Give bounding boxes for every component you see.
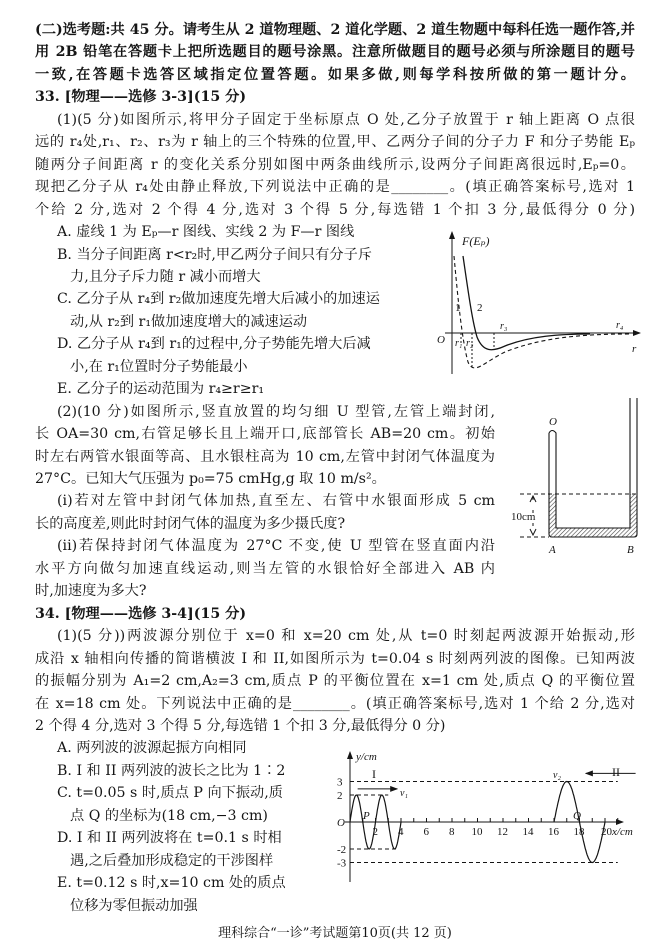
question-33-part1-line: (1)(5 分)如图所示,将甲分子固定于坐标原点 O 处,乙分子放置于 r 轴上距离 O 点很 <box>57 111 635 128</box>
r3-label: r₃ <box>500 321 508 332</box>
r2-label: r₂ <box>466 338 474 349</box>
point-a-label: A <box>549 544 556 556</box>
instructions-line: 用 2B 铅笔在答题卡上把所选题目的题号涂黑。注意所做题目的题号必须与所涂题目的题号 <box>35 44 635 61</box>
x-tick-label: 16 <box>548 826 559 838</box>
point-b-label: B <box>627 544 634 556</box>
question-34-part1-line: 2 个得 4 分,选对 3 个得 5 分,每选错 1 个扣 3 分,最低得分 0 分) <box>35 717 446 734</box>
wave-2-label: II <box>612 765 620 779</box>
point-o-label: O <box>549 416 557 428</box>
question-34-heading: 34. [物理——选修 3-4](15 分) <box>35 605 247 622</box>
instructions-line: 一致,在答题卡选答区域指定位置答题。如果多做,则每学科按所做的第一题计分。 <box>35 66 635 83</box>
x-axis-label: x/cm <box>612 826 633 838</box>
wave-1-label: I <box>372 767 376 781</box>
y-tick-label: 3 <box>337 776 343 789</box>
question-33-heading: 33. [物理——选修 3-3](15 分) <box>35 89 247 106</box>
r1-label: r₁ <box>455 338 463 349</box>
y-axis-label: y/cm <box>356 751 377 763</box>
question-33-part1-line: 随两分子间距离 r 的变化关系分别如图中两条曲线所示,设两分子间距离很远时,Eₚ=0。 <box>35 156 635 173</box>
question-33-part2-line: 水平方向做匀加速直线运动,则当左管的水银恰好全部进入 AB 内 <box>35 560 495 577</box>
y-axis-label: F(Eₚ) <box>462 234 490 248</box>
x-tick-label: 4 <box>398 826 404 838</box>
instructions-line: (二)选考题:共 45 分。请考生从 2 道物理题、2 道化学题、2 道生物题中每科任选一题作答,并 <box>35 22 635 38</box>
point-q-label: Q <box>573 810 581 822</box>
question-33-option: D. 乙分子从 r₄到 r₁的过程中,分子势能先增大后减 <box>57 336 371 353</box>
x-tick-label: 8 <box>449 826 455 838</box>
y-tick-label: 2 <box>337 790 343 802</box>
question-33-option: A. 虚线 1 为 Eₚ—r 图线、实线 2 为 F—r 图线 <box>57 224 355 241</box>
u-tube-outline <box>549 398 637 537</box>
question-34-option: C. t=0.05 s 时,质点 P 向下振动,质 <box>57 785 283 802</box>
question-34-option: D. I 和 II 两列波将在 t=0.1 s 时相 <box>57 830 282 847</box>
curve-2-label: 2 <box>477 302 483 314</box>
question-33-part2-line: (2)(10 分)如图所示,竖直放置的均匀细 U 型管,左管上端封闭, <box>57 403 495 420</box>
question-34-option: A. 两列波的波源起振方向相同 <box>57 740 247 757</box>
v1-label: v₁ <box>400 788 408 799</box>
question-34-option: B. I 和 II 两列波的波长之比为 1∶2 <box>57 762 286 779</box>
question-33-part2-line: 27°C。已知大气压强为 p₀=75 cmHg,g 取 10 m/s²。 <box>35 471 386 487</box>
question-33-part2-line: 时左右两管水银面等高、且水银柱高为 10 cm,左管中封闭气体温度为 <box>35 448 495 465</box>
question-33-part1-line: 个给 2 分,选对 2 个得 4 分,选对 3 个得 5 分,每选错 1 个扣 3 分,最低得分 0 分) <box>35 201 635 218</box>
v2-label: v₂ <box>553 770 561 781</box>
question-33-option: B. 当分子间距离 r<r₂时,甲乙两分子间只有分子斥 <box>57 246 372 263</box>
question-33-part2-line: 时,加速度为多大? <box>35 583 147 600</box>
question-34-part1-line: 在 x=18 cm 处。下列说法中正确的是________。(填正确答案标号,选对 1 个给 2 分,选对 <box>35 695 635 712</box>
question-33-option: C. 乙分子从 r₄到 r₂做加速度先增大后减小的加速运 <box>57 291 380 308</box>
u-tube-diagram <box>395 398 645 563</box>
question-33-part2-line: (i)若对左管中封闭气体加热,直至左、右管中水银面形成 5 cm <box>57 493 495 510</box>
question-33-option: 力,且分子斥力随 r 减小而增大 <box>70 268 261 285</box>
point-p-label: P <box>363 810 370 822</box>
wave-graph <box>325 745 645 890</box>
r4-label: r₄ <box>616 320 624 331</box>
page-footer: 理科综合“一诊”考试题第10页(共 12 页) <box>218 926 452 941</box>
x-tick-label: 2 <box>372 826 378 838</box>
question-33-option: 小,在 r₁位置时分子势能最小 <box>70 358 248 375</box>
question-33-part2-line: 长的高度差,则此时封闭气体的温度为多少摄氏度? <box>35 515 346 532</box>
question-34-part1-line: (1)(5 分))两波源分别位于 x=0 和 x=20 cm 处,从 t=0 时刻起两波源开始振动,形 <box>57 628 635 645</box>
question-34-option: 遇,之后叠加形成稳定的干涉图样 <box>70 852 274 869</box>
force-potential-graph <box>430 226 645 381</box>
question-33-part1-line: 现把乙分子从 r₄处由静止释放,下列说法中正确的是________。(填正确答案标号,选对 1 <box>35 179 635 196</box>
curve-1-label: 1 <box>455 302 461 314</box>
origin-label: O <box>437 334 445 346</box>
origin-label: O <box>337 817 345 829</box>
question-33-part2-line: 长 OA=30 cm,右管足够长且上端开口,底部管长 AB=20 cm。初始 <box>35 426 495 443</box>
question-33-option: 动,从 r₂到 r₁做加速度增大的减速运动 <box>70 313 308 330</box>
r-axis-label: r <box>632 343 637 355</box>
question-33-option: E. 乙分子的运动范围为 r₄≥r≥r₁ <box>57 381 265 398</box>
mercury-column <box>549 494 637 537</box>
x-tick-label: 10 <box>471 826 483 838</box>
x-tick-label: 6 <box>423 826 429 838</box>
question-34-option: 点 Q 的坐标为(18 cm,−3 cm) <box>70 807 268 824</box>
question-34-option: 位移为零但振动加强 <box>70 897 198 914</box>
y-tick-label: -3 <box>337 857 347 870</box>
x-tick-label: 20 <box>601 826 612 838</box>
height-label: 10cm <box>511 511 536 523</box>
question-34-part1-line: 成沿 x 轴相向传播的简谐横波 I 和 II,如图所示为 t=0.04 s 时刻两列波的图像。已知两波 <box>35 650 635 667</box>
y-tick-label: -2 <box>337 844 347 856</box>
question-33-part1-line: 远的 r₄处,r₁、r₂、r₃为 r 轴上的三个特殊的位置,甲、乙两分子间的分子力 F 和分子势能 Eₚ <box>35 134 635 151</box>
x-tick-label: 18 <box>573 826 585 838</box>
question-34-option: E. t=0.12 s 时,x=10 cm 处的质点 <box>57 875 286 892</box>
question-34-part1-line: 的振幅分别为 A₁=2 cm,A₂=3 cm,质点 P 的平衡位置在 x=1 cm 处,质点 Q 的平衡位置 <box>35 673 635 690</box>
question-33-part2-line: (ii)若保持封闭气体温度为 27°C 不变,使 U 型管在竖直面内沿 <box>57 538 495 555</box>
x-tick-label: 12 <box>497 826 508 838</box>
x-tick-label: 14 <box>522 826 534 838</box>
